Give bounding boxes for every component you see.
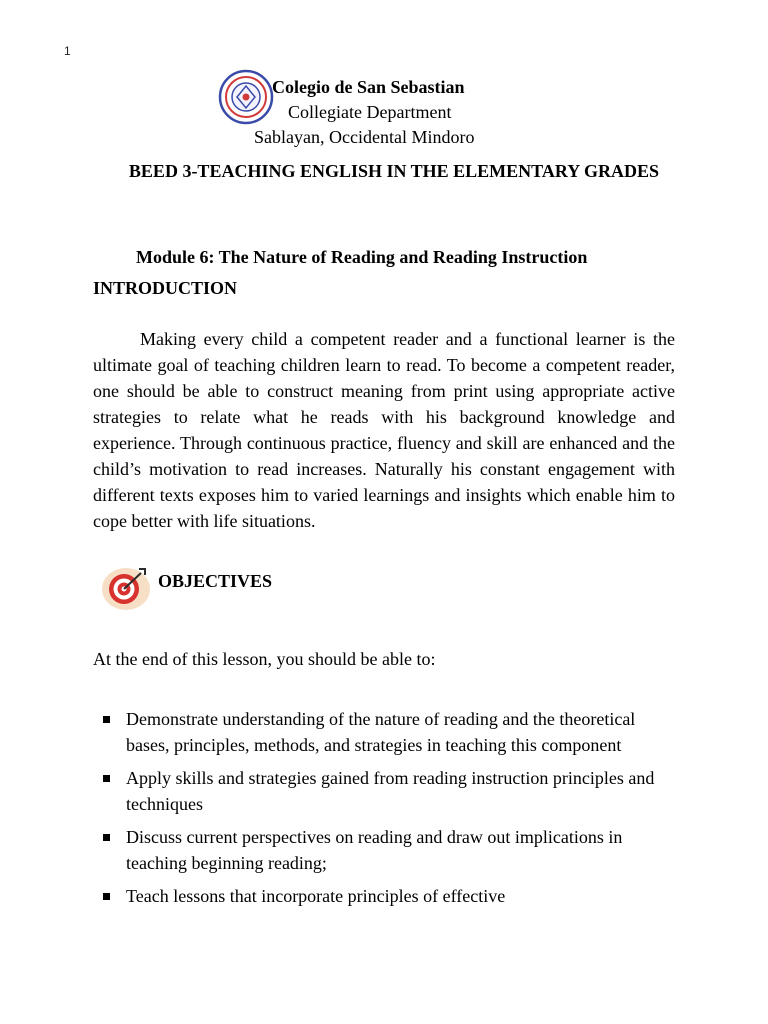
objectives-list — [101, 706, 681, 916]
introduction-paragraph: Making every child a competent reader and a functional learner is the ultimate goal of teaching children learn to read. To become a competent reader, one should be able to construct meaning from print using appropriate active strategies to relate what he reads with his background knowledge and experience. Through continuous practice, fluency and skill are enhanced and the child’s motivation to read increases. Naturally his constant engagement with different texts exposes him to varied learnings and insights which enable him to cope better with life situations. — [93, 329, 675, 531]
page-number: 1 — [64, 44, 71, 58]
objective-text: Demonstrate understanding of the nature of reading and the theoretical bases, principles, methods, and strategies in teaching this component — [126, 709, 636, 755]
objectives-heading: OBJECTIVES — [158, 571, 273, 591]
objectives-lead-sentence: At the end of this lesson, you should be able to: — [93, 649, 436, 669]
bullet-icon — [103, 775, 110, 782]
list-item — [101, 706, 681, 758]
introduction-heading: INTRODUCTION — [93, 278, 238, 298]
list-item — [101, 883, 681, 909]
school-location: Sablayan, Occidental Mindoro — [254, 127, 475, 147]
course-title: BEED 3-TEACHING ENGLISH IN THE ELEMENTARY GRADES — [128, 161, 660, 181]
list-item — [101, 824, 681, 876]
bullet-icon — [103, 716, 110, 723]
target-icon — [100, 563, 152, 611]
school-seal-icon — [218, 69, 274, 125]
objective-text: Teach lessons that incorporate principles of effective — [126, 886, 506, 906]
department-name: Collegiate Department — [288, 102, 452, 122]
bullet-icon — [103, 834, 110, 841]
list-item — [101, 765, 681, 817]
objective-text: Apply skills and strategies gained from reading instruction principles and techniques — [126, 768, 655, 814]
school-name: Colegio de San Sebastian — [272, 77, 465, 97]
module-title: Module 6: The Nature of Reading and Reading Instruction — [136, 247, 588, 267]
bullet-icon — [103, 893, 110, 900]
objective-text: Discuss current perspectives on reading and draw out implications in teaching beginning reading; — [126, 827, 623, 873]
